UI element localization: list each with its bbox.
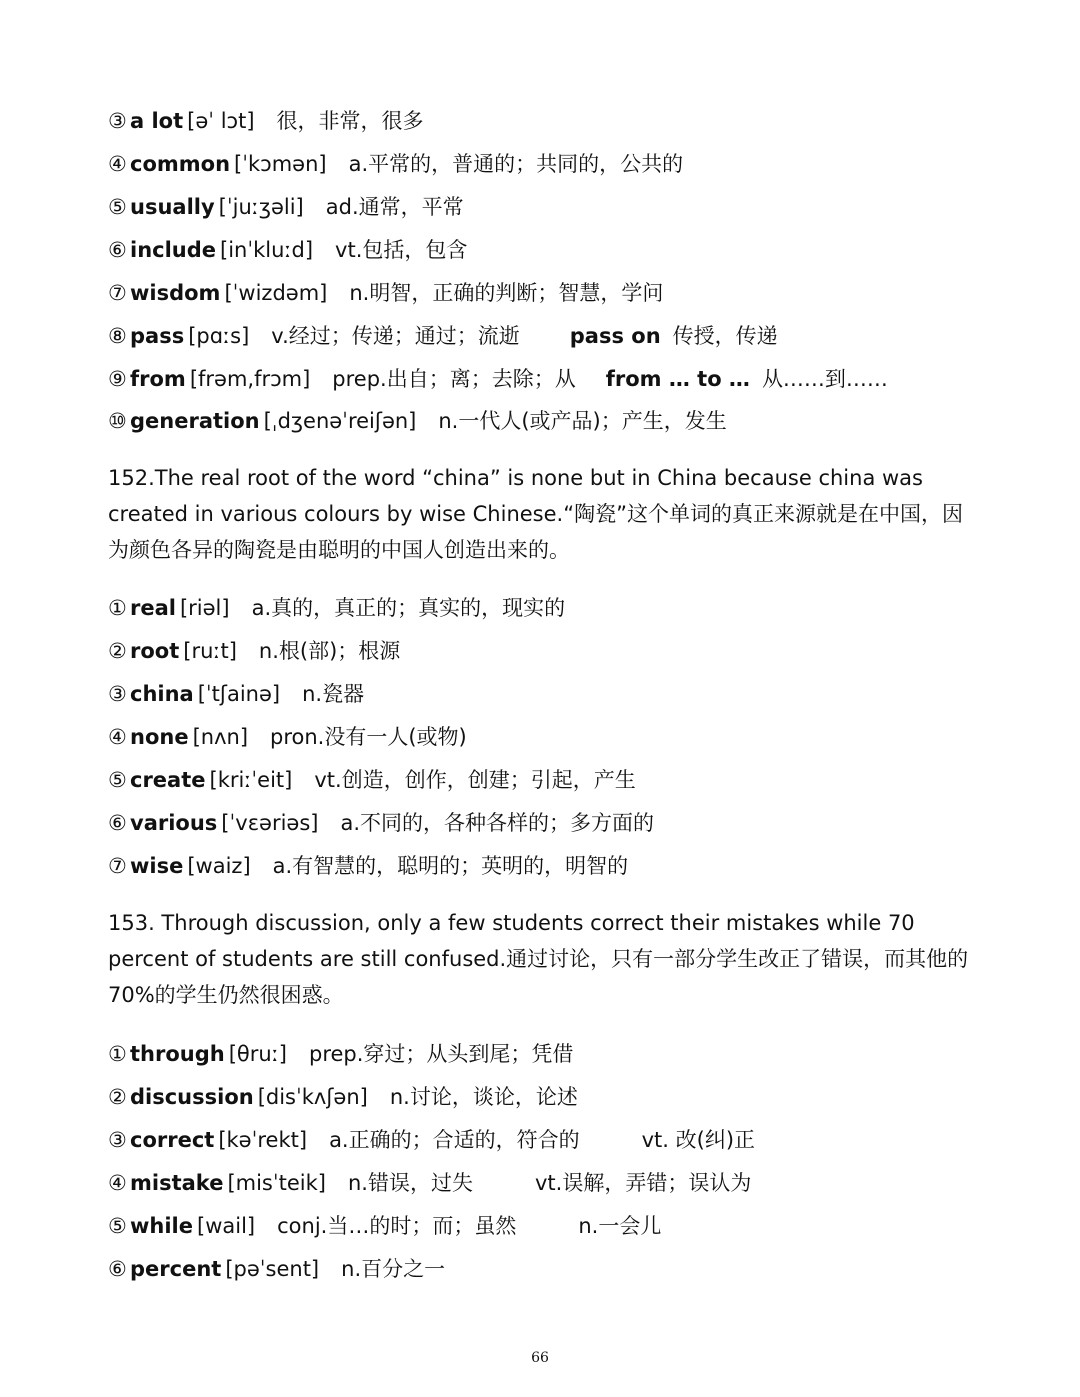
vocab-entry bbox=[108, 192, 988, 222]
entry-definition: prep.穿过；从头到尾；凭借 bbox=[308, 1042, 574, 1066]
entry-definition: n.根(部)；根源 bbox=[258, 639, 401, 663]
entry-number: ② bbox=[108, 1085, 127, 1109]
entry-number: ② bbox=[108, 639, 127, 663]
vocab-entry bbox=[108, 1082, 988, 1112]
entry-definition: conj.当…的时；而；虽然 bbox=[277, 1214, 517, 1238]
entry-number: ⑦ bbox=[108, 281, 127, 305]
entry-number: ④ bbox=[108, 152, 127, 176]
entry-word: common bbox=[130, 152, 231, 176]
entry-word: wisdom bbox=[130, 281, 221, 305]
vocab-entry bbox=[108, 679, 988, 709]
entry-definition: vt.创造，创作，创建；引起，产生 bbox=[314, 768, 636, 792]
vocab-entry bbox=[108, 593, 988, 623]
entry-phonetic: [nʌn] bbox=[192, 725, 249, 749]
entry-definition: ad.通常，平常 bbox=[325, 195, 464, 219]
entry-word: discussion bbox=[130, 1085, 254, 1109]
entry-word: pass bbox=[130, 324, 185, 348]
entry-phonetic: [ˈtʃainə] bbox=[197, 682, 281, 706]
vocab-entry bbox=[108, 1039, 988, 1069]
entry-definition: prep.出自；离；去除；从 bbox=[332, 367, 576, 391]
entry-word: from bbox=[130, 367, 186, 391]
entry-phonetic: [θruː] bbox=[228, 1042, 287, 1066]
entry-alt-definition: n.一会儿 bbox=[578, 1214, 662, 1238]
entry-phrase: from … to … bbox=[605, 367, 750, 391]
entry-definition: n.百分之一 bbox=[341, 1257, 446, 1281]
entry-definition: a.有智慧的，聪明的；英明的，明智的 bbox=[272, 854, 629, 878]
entry-definition: vt.包括，包含 bbox=[335, 238, 468, 262]
entry-phonetic: [ˈjuːʒəli] bbox=[218, 195, 304, 219]
entry-number: ③ bbox=[108, 1128, 127, 1152]
entry-word: correct bbox=[130, 1128, 215, 1152]
vocab-entry bbox=[108, 321, 988, 351]
entry-word: create bbox=[130, 768, 206, 792]
entry-definition: a.正确的；合适的，符合的 bbox=[329, 1128, 580, 1152]
entry-definition: a.不同的，各种各样的；多方面的 bbox=[340, 811, 655, 835]
vocab-entry bbox=[108, 278, 988, 308]
entry-phonetic: [wail] bbox=[197, 1214, 256, 1238]
entry-word: while bbox=[130, 1214, 193, 1238]
entry-definition: a.平常的，普通的；共同的，公共的 bbox=[348, 152, 684, 176]
entry-number: ④ bbox=[108, 725, 127, 749]
entry-number: ① bbox=[108, 1042, 127, 1066]
entry-phonetic: [kriːˈeit] bbox=[209, 768, 293, 792]
entry-number: ⑦ bbox=[108, 854, 127, 878]
entry-alt-definition: vt. 改(纠)正 bbox=[641, 1128, 756, 1152]
vocab-entry bbox=[108, 1168, 988, 1198]
entry-definition: n.一代人(或产品)；产生，发生 bbox=[438, 409, 727, 433]
entry-phonetic: [əˈ lɔt] bbox=[187, 109, 255, 133]
vocab-entry bbox=[108, 235, 988, 265]
entry-word: a lot bbox=[130, 109, 184, 133]
entry-phonetic: [frəm,frɔm] bbox=[189, 367, 311, 391]
entry-number: ③ bbox=[108, 109, 127, 133]
entry-phonetic: [pɑːs] bbox=[188, 324, 250, 348]
entry-number: ⑧ bbox=[108, 324, 127, 348]
entry-phonetic: [ˌdʒenəˈreiʃən] bbox=[263, 409, 417, 433]
entry-word: usually bbox=[130, 195, 215, 219]
entry-word: percent bbox=[130, 1257, 222, 1281]
entry-number: ① bbox=[108, 596, 127, 620]
entry-number: ⑩ bbox=[108, 409, 127, 433]
entry-phonetic: [ˈwizdəm] bbox=[224, 281, 328, 305]
entry-word: include bbox=[130, 238, 217, 262]
entry-definition: pron.没有一人(或物) bbox=[270, 725, 467, 749]
entry-number: ⑥ bbox=[108, 238, 127, 262]
vocab-entry bbox=[108, 149, 988, 179]
entry-definition: n.讨论，谈论，论述 bbox=[389, 1085, 578, 1109]
entry-number: ③ bbox=[108, 682, 127, 706]
example-sentence: 153. Through discussion, only a few students correct their mistakes while 70 percent of students are still confused.通过讨论，只有一部分学生改正了错误，而其他的 70%的学生仍然很困惑。 bbox=[108, 911, 969, 1007]
entry-number: ⑤ bbox=[108, 768, 127, 792]
entry-definition: n.明智，正确的判断；智慧，学问 bbox=[349, 281, 664, 305]
entry-definition: v.经过；传递；通过；流逝 bbox=[271, 324, 520, 348]
vocab-entry bbox=[108, 722, 988, 752]
vocab-entry bbox=[108, 1211, 988, 1241]
vocab-entry bbox=[108, 808, 988, 838]
entry-number: ⑤ bbox=[108, 1214, 127, 1238]
vocab-entry bbox=[108, 406, 988, 436]
page-number: 66 bbox=[531, 1350, 549, 1366]
entry-definition: n.错误，过失 bbox=[347, 1171, 473, 1195]
entry-word: real bbox=[130, 596, 176, 620]
entry-phonetic: [ˈvɛəriəs] bbox=[221, 811, 319, 835]
entry-word: through bbox=[130, 1042, 225, 1066]
entry-phonetic: [disˈkʌʃən] bbox=[257, 1085, 368, 1109]
entry-word: china bbox=[130, 682, 194, 706]
entry-word: wise bbox=[130, 854, 184, 878]
entry-phonetic: [waiz] bbox=[187, 854, 251, 878]
example-sentence: 152.The real root of the word “china” is none but in China because china was created in various colours by wise Chinese.“陶瓷”这个单词的真正来源就是在中国，因为颜色各异的陶瓷是由聪明的中国人创造出来的。 bbox=[108, 466, 963, 562]
entry-word: mistake bbox=[130, 1171, 224, 1195]
entry-phonetic: [ˈkɔmən] bbox=[234, 152, 327, 176]
entry-definition: a.真的，真正的；真实的，现实的 bbox=[251, 596, 566, 620]
entry-number: ⑨ bbox=[108, 367, 127, 391]
entry-alt-definition: vt.误解，弄错；误认为 bbox=[534, 1171, 752, 1195]
entry-phonetic: [misˈteik] bbox=[227, 1171, 326, 1195]
entry-phonetic: [ruːt] bbox=[183, 639, 237, 663]
vocab-entry bbox=[108, 636, 988, 666]
vocab-entry bbox=[108, 1125, 988, 1155]
entry-word: root bbox=[130, 639, 180, 663]
entry-number: ⑥ bbox=[108, 811, 127, 835]
entry-word: generation bbox=[130, 409, 260, 433]
entry-phrase: pass on bbox=[569, 324, 661, 348]
entry-definition: n.瓷器 bbox=[302, 682, 365, 706]
vocab-entry bbox=[108, 765, 988, 795]
entry-phonetic: [kəˈrekt] bbox=[218, 1128, 308, 1152]
entry-word: various bbox=[130, 811, 218, 835]
entry-number: ⑤ bbox=[108, 195, 127, 219]
vocab-entry bbox=[108, 106, 988, 136]
vocab-entry bbox=[108, 364, 988, 394]
vocab-entry bbox=[108, 1254, 988, 1284]
entry-phonetic: [inˈkluːd] bbox=[220, 238, 314, 262]
entry-phonetic: [pəˈsent] bbox=[225, 1257, 320, 1281]
entry-word: none bbox=[130, 725, 189, 749]
entry-phrase-definition: 从……到…… bbox=[761, 367, 888, 391]
entry-number: ④ bbox=[108, 1171, 127, 1195]
entry-number: ⑥ bbox=[108, 1257, 127, 1281]
vocab-entry bbox=[108, 851, 988, 881]
entry-phrase-definition: 传授，传递 bbox=[672, 324, 778, 348]
entry-definition: 很，非常，很多 bbox=[276, 109, 424, 133]
entry-phonetic: [riəl] bbox=[179, 596, 230, 620]
